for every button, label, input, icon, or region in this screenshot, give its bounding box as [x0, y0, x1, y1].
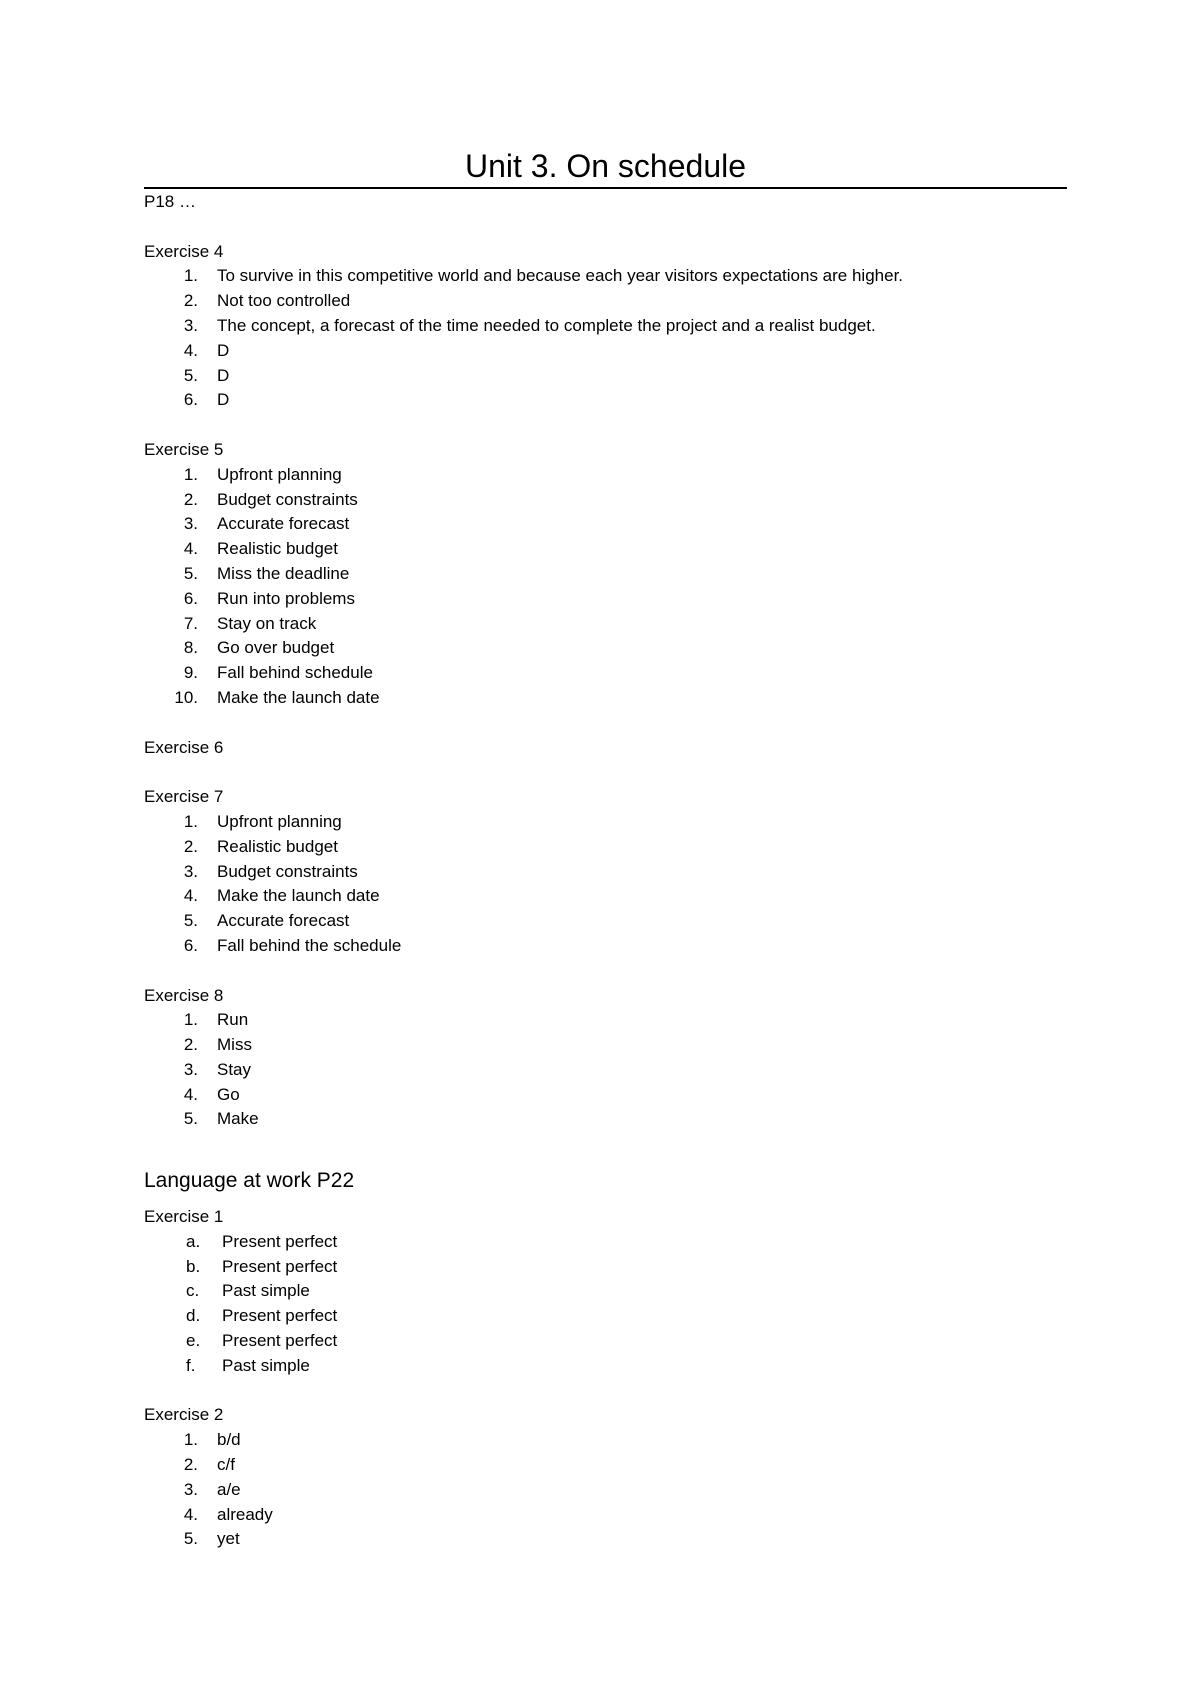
list-item [144, 686, 1104, 711]
list-marker: 6. [183, 588, 198, 608]
list-marker: 3. [183, 1479, 198, 1499]
list-marker: 10. [174, 687, 198, 707]
list-item-text: Accurate forecast [217, 911, 350, 931]
list-item [144, 339, 1104, 364]
list-item-text: Budget constraints [217, 489, 358, 509]
list-item [144, 264, 1104, 289]
list-marker: 4. [183, 886, 198, 906]
list-marker: 5. [183, 563, 198, 583]
list-marker: d. [186, 1306, 201, 1326]
list-item-text: a/e [217, 1479, 241, 1499]
list-marker: 5. [183, 1109, 198, 1129]
exercise-block [144, 240, 1104, 438]
list-marker: 1. [183, 266, 198, 286]
list-marker: 3. [183, 861, 198, 881]
list-item [144, 1033, 1104, 1058]
exercise-heading: Exercise 7 [144, 787, 224, 807]
list-item [144, 909, 1104, 934]
list-item-text: Upfront planning [217, 811, 342, 831]
spacer [144, 959, 1104, 984]
list-marker: 3. [183, 1059, 198, 1079]
list-item [144, 388, 1104, 413]
list-marker: f. [186, 1355, 196, 1375]
spacer [144, 760, 1104, 785]
spacer [144, 1552, 1104, 1577]
list-item [144, 1478, 1104, 1503]
list-item-text: Miss [217, 1035, 252, 1055]
answer-list [144, 810, 1104, 959]
list-item [144, 835, 1104, 860]
list-item-text: Realistic budget [217, 539, 338, 559]
list-item [144, 1453, 1104, 1478]
answer-list [144, 1428, 1104, 1552]
page-title: Unit 3. On schedule [464, 148, 747, 184]
list-item [144, 636, 1104, 661]
exercise-heading: Exercise 1 [144, 1207, 224, 1227]
list-item-text: Past simple [222, 1355, 310, 1375]
list-item-text: Realistic budget [217, 836, 338, 856]
list-item [144, 289, 1104, 314]
exercise-heading: Exercise 4 [144, 241, 224, 261]
exercise-heading: Exercise 6 [144, 737, 224, 757]
list-marker: 5. [183, 365, 198, 385]
exercise-block [144, 1205, 1104, 1403]
list-marker: 3. [183, 315, 198, 335]
exercise-block [144, 984, 1104, 1158]
list-item-text: D [217, 365, 230, 385]
exercise-heading: Exercise 2 [144, 1405, 224, 1425]
list-item-text: Stay [217, 1059, 252, 1079]
answer-list [144, 1230, 1104, 1379]
list-marker: a. [186, 1231, 201, 1251]
list-marker: 1. [183, 811, 198, 831]
list-item-text: Upfront planning [217, 464, 342, 484]
list-item [144, 314, 1104, 339]
list-item [144, 1428, 1104, 1453]
list-marker: 2. [183, 291, 198, 311]
list-item-text: Make the launch date [217, 687, 380, 707]
list-marker: 5. [183, 1529, 198, 1549]
list-marker: 9. [183, 663, 198, 683]
list-item [144, 884, 1104, 909]
list-item-text: Go over budget [217, 638, 335, 658]
spacer [144, 1132, 1104, 1157]
list-item [144, 1255, 1104, 1280]
list-item-text: Stay on track [217, 613, 317, 633]
list-item [144, 1107, 1104, 1132]
list-item-text: already [217, 1504, 273, 1524]
list-marker: 5. [183, 911, 198, 931]
list-marker: 4. [183, 539, 198, 559]
list-item [144, 1279, 1104, 1304]
list-item [144, 1503, 1104, 1528]
answer-list [144, 264, 1104, 413]
list-item [144, 1083, 1104, 1108]
list-item-text: Fall behind schedule [217, 663, 373, 683]
list-marker: 2. [183, 1455, 198, 1475]
list-item-text: Accurate forecast [217, 514, 350, 534]
exercise-block [144, 785, 1104, 983]
list-item [144, 512, 1104, 537]
list-item [144, 463, 1104, 488]
list-marker: e. [186, 1331, 201, 1351]
list-item-text: Present perfect [222, 1256, 338, 1276]
list-item-text: D [217, 390, 230, 410]
list-item [144, 1329, 1104, 1354]
list-marker: 1. [183, 1430, 198, 1450]
list-item [144, 1304, 1104, 1329]
list-item [144, 488, 1104, 513]
spacer [144, 1379, 1104, 1404]
exercise-block [144, 438, 1104, 736]
list-marker: 2. [183, 836, 198, 856]
list-item [144, 537, 1104, 562]
list-item-text: Run [217, 1010, 249, 1030]
list-item-text: Budget constraints [217, 861, 358, 881]
list-marker: 6. [183, 390, 198, 410]
list-item [144, 810, 1104, 835]
list-item-text: Not too controlled [217, 291, 351, 311]
list-marker: 3. [183, 514, 198, 534]
list-item [144, 1527, 1104, 1552]
list-item [144, 562, 1104, 587]
list-item-text: yet [217, 1529, 240, 1549]
exercise-block [144, 736, 1104, 786]
list-item [144, 612, 1104, 637]
list-marker: 1. [183, 464, 198, 484]
list-item-text: Past simple [222, 1281, 310, 1301]
list-item-text: To survive in this competitive world and because each year visitors expectations are higher. [217, 266, 904, 286]
list-item [144, 1058, 1104, 1083]
list-item-text: Make the launch date [217, 886, 380, 906]
spacer [144, 711, 1104, 736]
list-item [144, 1230, 1104, 1255]
list-item [144, 1008, 1104, 1033]
language-at-work-sections [144, 1205, 1104, 1577]
list-item-text: Miss the deadline [217, 563, 350, 583]
page-reference: P18 … [144, 192, 196, 211]
list-item-text: c/f [217, 1455, 235, 1475]
list-marker: 2. [183, 1035, 198, 1055]
list-item-text: Run into problems [217, 588, 355, 608]
list-item [144, 587, 1104, 612]
exercise-sections [144, 240, 1104, 1157]
list-item-text: D [217, 340, 230, 360]
list-item-text: Make [217, 1109, 259, 1129]
spacer [144, 215, 1104, 240]
list-marker: 4. [183, 1084, 198, 1104]
list-marker: 8. [183, 638, 198, 658]
list-item-text: Fall behind the schedule [217, 935, 402, 955]
list-marker: 7. [183, 613, 198, 633]
list-marker: 6. [183, 935, 198, 955]
list-item-text: Go [217, 1084, 240, 1104]
list-marker: 2. [183, 489, 198, 509]
document-body [144, 190, 1104, 1577]
exercise-heading: Exercise 5 [144, 439, 224, 459]
list-item-text: Present perfect [222, 1331, 338, 1351]
list-item [144, 661, 1104, 686]
list-item [144, 860, 1104, 885]
exercise-heading: Exercise 8 [144, 985, 224, 1005]
spacer [144, 413, 1104, 438]
answer-list [144, 1008, 1104, 1132]
list-item-text: Present perfect [222, 1306, 338, 1326]
list-item-text: Present perfect [222, 1231, 338, 1251]
list-marker: c. [186, 1281, 200, 1301]
list-marker: b. [186, 1256, 201, 1276]
answer-list [144, 463, 1104, 711]
list-item [144, 364, 1104, 389]
list-marker: 4. [183, 1504, 198, 1524]
list-item [144, 934, 1104, 959]
list-marker: 1. [183, 1010, 198, 1030]
list-item-text: b/d [217, 1430, 241, 1450]
title-block [144, 146, 1067, 189]
list-item-text: The concept, a forecast of the time needed to complete the project and a realist budget. [217, 315, 876, 335]
list-marker: 4. [183, 340, 198, 360]
list-item [144, 1354, 1104, 1379]
exercise-block [144, 1403, 1104, 1577]
section-heading-language-at-work: Language at work P22 [144, 1169, 355, 1193]
